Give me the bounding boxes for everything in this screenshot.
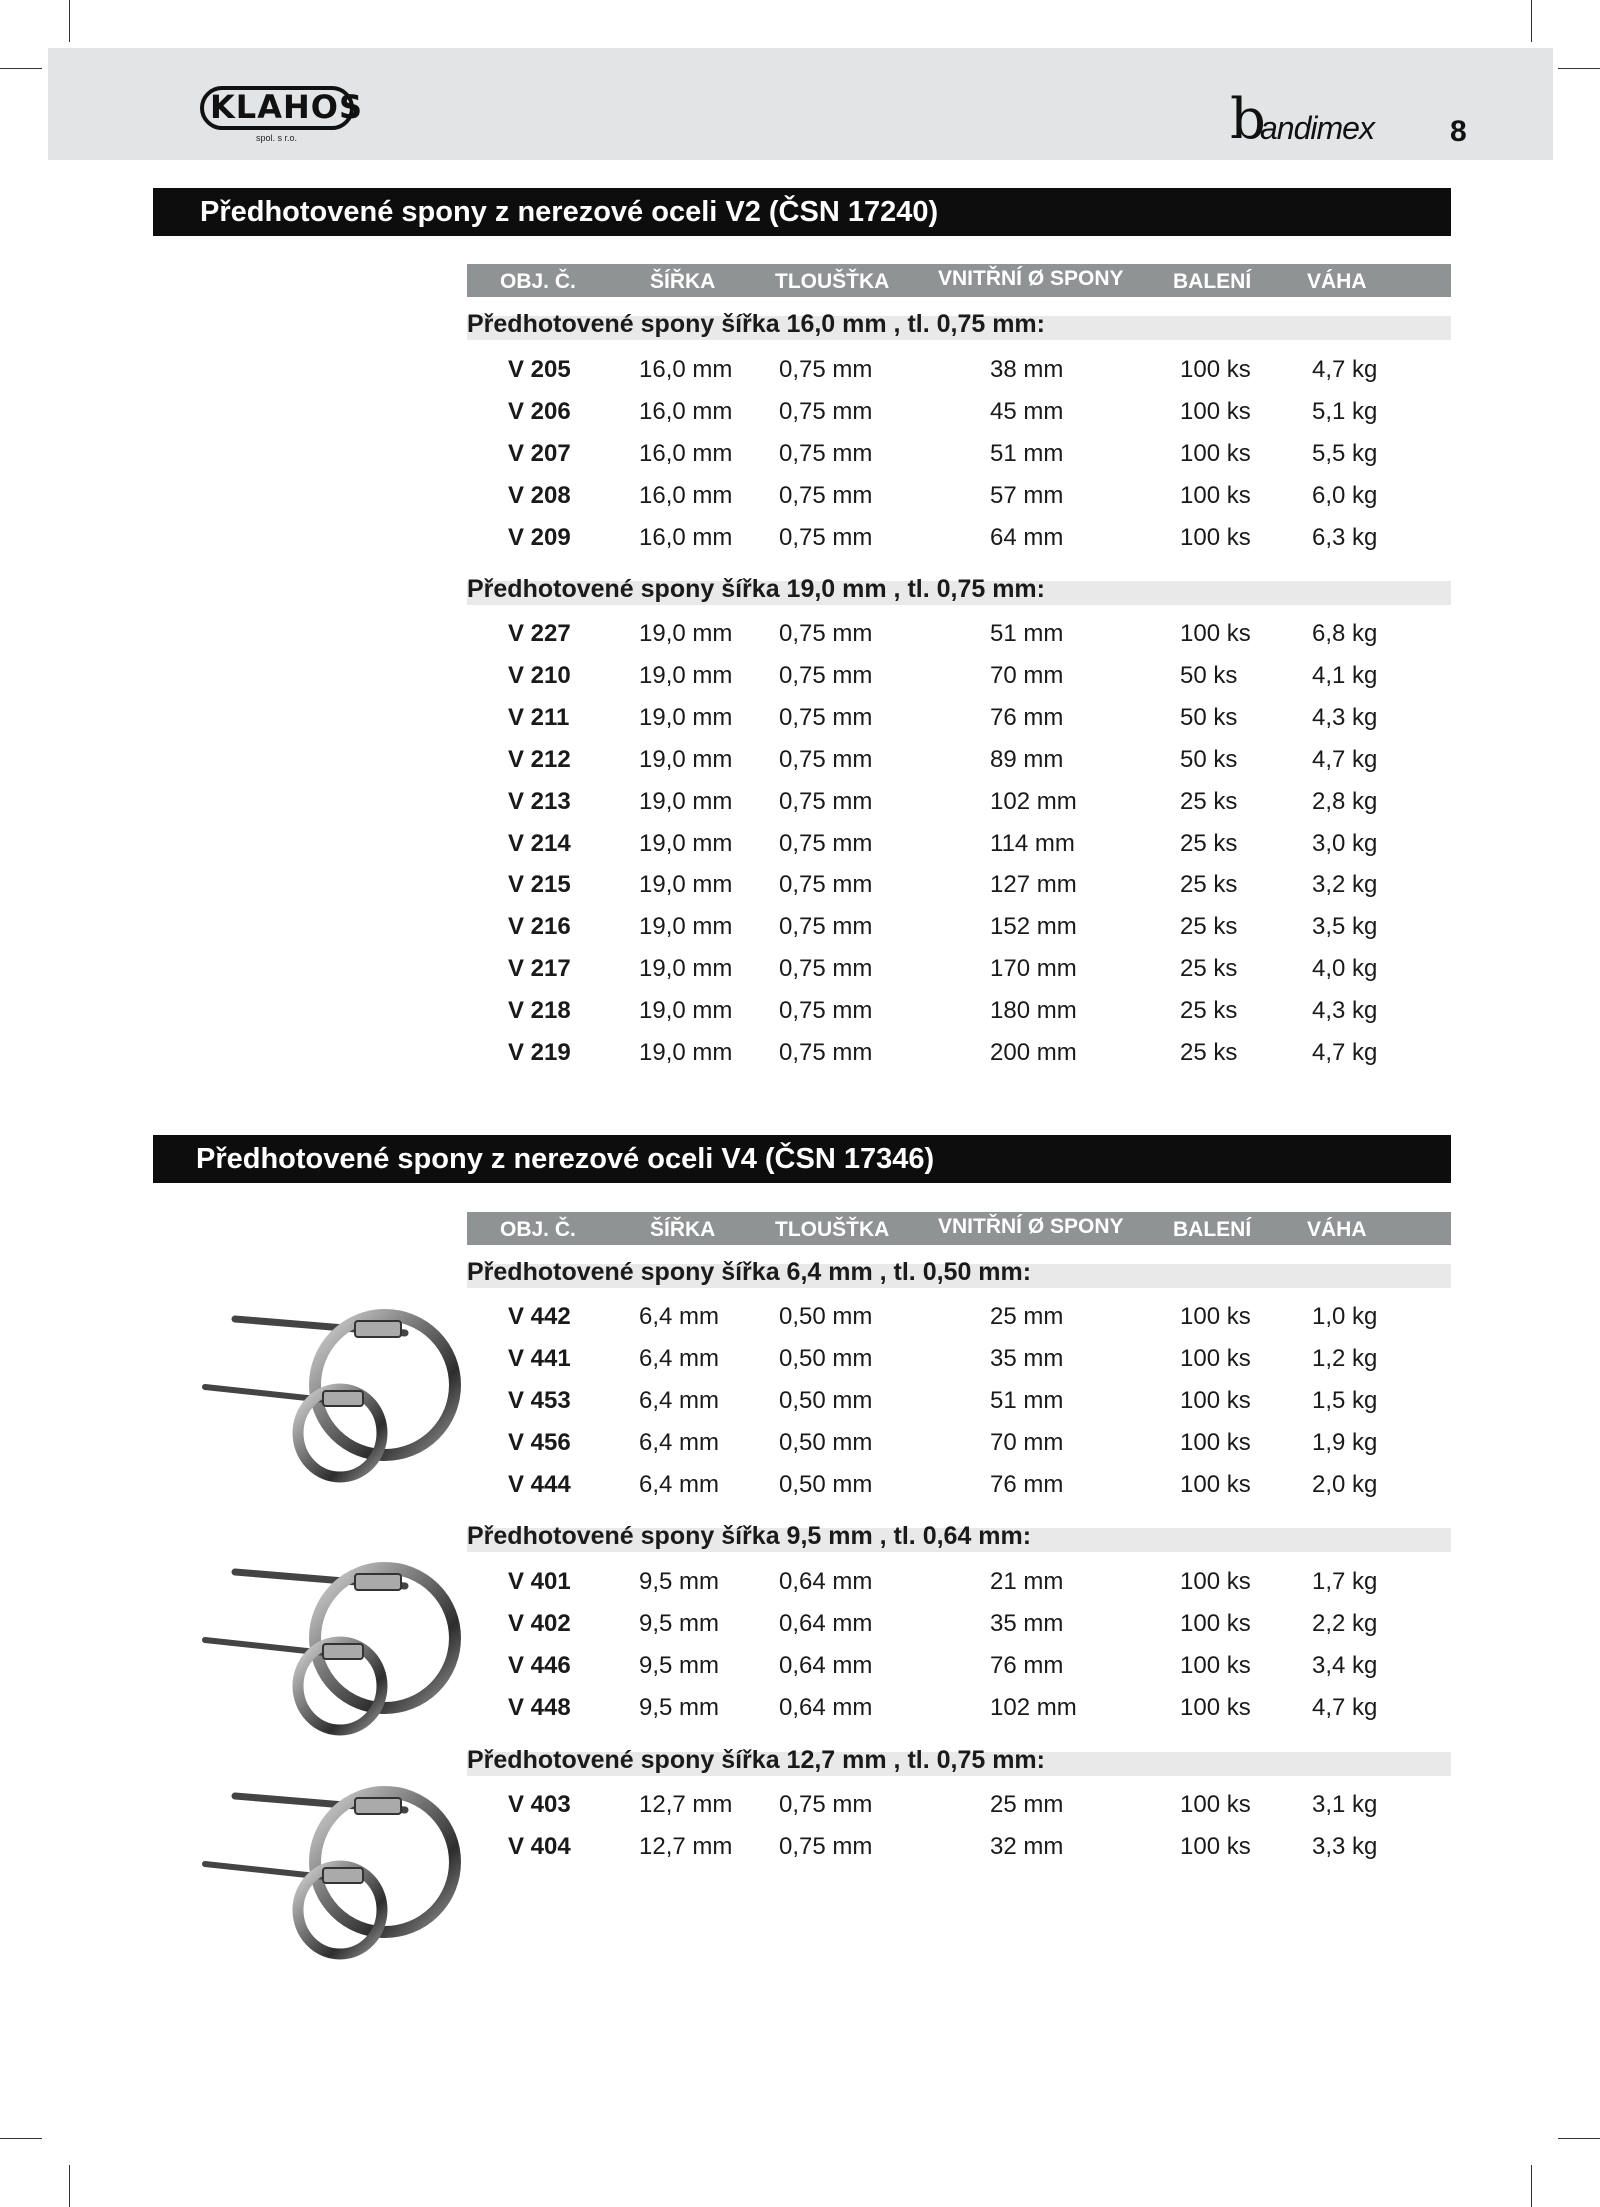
cell-package: 25 ks bbox=[1180, 997, 1238, 1025]
cell-package: 100 ks bbox=[1180, 1568, 1251, 1595]
cell-width: 16,0 mm bbox=[639, 356, 733, 383]
cell-weight: 5,1 kg bbox=[1312, 397, 1378, 425]
cell-weight: 1,9 kg bbox=[1312, 1428, 1378, 1456]
cell-inner-diameter: 32 mm bbox=[990, 1832, 1064, 1860]
group-title-text: Předhotovené spony šířka 19,0 mm , tl. 0,75 mm: bbox=[467, 575, 1045, 603]
cell-weight: 2,2 kg bbox=[1312, 1609, 1378, 1637]
cell-weight: 3,5 kg bbox=[1312, 913, 1378, 941]
bandimex-logo bbox=[1230, 87, 1410, 152]
cell-thickness: 0,75 mm bbox=[779, 829, 873, 857]
cell-width: 9,5 mm bbox=[639, 1693, 720, 1721]
cell-thickness: 0,75 mm bbox=[779, 1039, 873, 1066]
table-row bbox=[467, 440, 1451, 480]
cell-width: 16,0 mm bbox=[639, 481, 733, 509]
table-row bbox=[467, 997, 1451, 1037]
cell-inner-diameter: 127 mm bbox=[990, 871, 1077, 899]
cell-inner-diameter: 35 mm bbox=[990, 1344, 1064, 1372]
cell-code: V 206 bbox=[508, 397, 571, 425]
cell-weight: 1,5 kg bbox=[1312, 1386, 1378, 1414]
cell-inner-diameter: 25 mm bbox=[990, 1303, 1064, 1330]
crop-mark bbox=[1531, 2165, 1532, 2207]
cell-thickness: 0,50 mm bbox=[779, 1470, 873, 1498]
cell-inner-diameter: 152 mm bbox=[990, 913, 1077, 941]
cell-package: 100 ks bbox=[1180, 1832, 1251, 1860]
cell-code: V 219 bbox=[508, 1039, 571, 1066]
table-row bbox=[467, 1345, 1451, 1385]
column-header-row bbox=[467, 264, 1451, 297]
page-number: 8 bbox=[1450, 115, 1467, 148]
table-row bbox=[467, 482, 1451, 522]
cell-inner-diameter: 25 mm bbox=[990, 1791, 1064, 1818]
cell-code: V 446 bbox=[508, 1651, 571, 1679]
cell-weight: 4,7 kg bbox=[1312, 1693, 1378, 1721]
cell-inner-diameter: 70 mm bbox=[990, 1428, 1064, 1456]
cell-inner-diameter: 180 mm bbox=[990, 997, 1077, 1025]
cell-inner-diameter: 45 mm bbox=[990, 397, 1064, 425]
cell-code: V 215 bbox=[508, 871, 571, 899]
table-row bbox=[467, 955, 1451, 995]
column-header-package: BALENÍ bbox=[1173, 270, 1252, 293]
cell-thickness: 0,75 mm bbox=[779, 439, 873, 467]
cell-thickness: 0,75 mm bbox=[779, 871, 873, 899]
cell-thickness: 0,75 mm bbox=[779, 955, 873, 983]
cell-inner-diameter: 21 mm bbox=[990, 1568, 1064, 1595]
cell-weight: 3,3 kg bbox=[1312, 1832, 1378, 1860]
cell-package: 100 ks bbox=[1180, 1791, 1251, 1818]
column-header-code: OBJ. Č. bbox=[500, 1218, 576, 1241]
cell-width: 19,0 mm bbox=[639, 829, 733, 857]
cell-weight: 3,1 kg bbox=[1312, 1791, 1378, 1818]
table-row bbox=[467, 704, 1451, 744]
group-title-text: Předhotovené spony šířka 6,4 mm , tl. 0,50 mm: bbox=[467, 1258, 1032, 1286]
cell-weight: 3,4 kg bbox=[1312, 1651, 1378, 1679]
table-row bbox=[467, 620, 1451, 660]
cell-weight: 2,0 kg bbox=[1312, 1470, 1378, 1498]
group-title bbox=[467, 1258, 1451, 1288]
cell-inner-diameter: 57 mm bbox=[990, 481, 1064, 509]
cell-weight: 2,8 kg bbox=[1312, 787, 1378, 815]
cell-package: 100 ks bbox=[1180, 1344, 1251, 1372]
group-title-text: Předhotovené spony šířka 16,0 mm , tl. 0,75 mm: bbox=[467, 310, 1045, 338]
cell-weight: 4,3 kg bbox=[1312, 997, 1378, 1025]
cell-code: V 453 bbox=[508, 1386, 571, 1414]
cell-thickness: 0,75 mm bbox=[779, 523, 873, 551]
cell-code: V 205 bbox=[508, 356, 571, 383]
cell-thickness: 0,64 mm bbox=[779, 1693, 873, 1721]
cell-thickness: 0,50 mm bbox=[779, 1303, 873, 1330]
cell-width: 6,4 mm bbox=[639, 1428, 720, 1456]
cell-package: 100 ks bbox=[1180, 1470, 1251, 1498]
cell-thickness: 0,64 mm bbox=[779, 1568, 873, 1595]
bandimex-logo-text: andimex bbox=[1260, 110, 1374, 146]
cell-thickness: 0,75 mm bbox=[779, 787, 873, 815]
crop-mark bbox=[0, 68, 42, 69]
cell-code: V 211 bbox=[508, 703, 570, 731]
cell-inner-diameter: 76 mm bbox=[990, 703, 1064, 731]
cell-inner-diameter: 64 mm bbox=[990, 523, 1064, 551]
cell-width: 6,4 mm bbox=[639, 1386, 720, 1414]
column-header-width: ŠÍŘKA bbox=[650, 1218, 716, 1241]
cell-code: V 444 bbox=[508, 1470, 571, 1498]
cell-width: 19,0 mm bbox=[639, 1039, 733, 1066]
cell-code: V 212 bbox=[508, 745, 571, 773]
cell-thickness: 0,75 mm bbox=[779, 1832, 873, 1860]
cell-package: 25 ks bbox=[1180, 913, 1238, 941]
crop-mark bbox=[69, 2165, 70, 2207]
klahos-logo-subtitle: spol. s r.o. bbox=[256, 133, 298, 143]
cell-package: 100 ks bbox=[1180, 1386, 1251, 1414]
cell-package: 100 ks bbox=[1180, 397, 1251, 425]
table-row bbox=[467, 1471, 1451, 1511]
column-header-thickness: TLOUŠŤKA bbox=[775, 1218, 890, 1241]
cell-code: V 441 bbox=[508, 1344, 571, 1372]
cell-package: 100 ks bbox=[1180, 481, 1251, 509]
cell-code: V 448 bbox=[508, 1693, 571, 1721]
section-title: Předhotovené spony z nerezové oceli V4 (ČSN 17346) bbox=[153, 1135, 1451, 1183]
cell-thickness: 0,75 mm bbox=[779, 661, 873, 689]
cell-weight: 4,0 kg bbox=[1312, 955, 1378, 983]
cell-package: 50 ks bbox=[1180, 661, 1238, 689]
cell-package: 25 ks bbox=[1180, 955, 1238, 983]
group-title bbox=[467, 575, 1451, 605]
crop-mark bbox=[69, 0, 70, 42]
cell-thickness: 0,64 mm bbox=[779, 1651, 873, 1679]
cell-code: V 402 bbox=[508, 1609, 571, 1637]
cell-package: 100 ks bbox=[1180, 523, 1251, 551]
table-row bbox=[467, 1429, 1451, 1469]
cell-package: 25 ks bbox=[1180, 787, 1238, 815]
cell-thickness: 0,75 mm bbox=[779, 397, 873, 425]
cell-width: 19,0 mm bbox=[639, 661, 733, 689]
cell-width: 9,5 mm bbox=[639, 1609, 720, 1637]
bandimex-logo-mark: b bbox=[1230, 87, 1266, 152]
table-row bbox=[467, 356, 1451, 396]
cell-package: 50 ks bbox=[1180, 745, 1238, 773]
cell-weight: 1,7 kg bbox=[1312, 1568, 1378, 1595]
cell-code: V 217 bbox=[508, 955, 571, 983]
column-header-inner-diameter: VNITŘNÍ Ø SPONY bbox=[938, 1215, 1124, 1238]
cell-width: 6,4 mm bbox=[639, 1303, 720, 1330]
crop-mark bbox=[1531, 0, 1532, 42]
table-row bbox=[467, 913, 1451, 953]
table-row bbox=[467, 1610, 1451, 1650]
cell-code: V 216 bbox=[508, 913, 571, 941]
cell-code: V 207 bbox=[508, 439, 571, 467]
cell-package: 100 ks bbox=[1180, 620, 1251, 647]
cell-weight: 1,2 kg bbox=[1312, 1344, 1378, 1372]
table-row bbox=[467, 1791, 1451, 1831]
cell-inner-diameter: 200 mm bbox=[990, 1039, 1077, 1066]
column-header-package: BALENÍ bbox=[1173, 1218, 1252, 1241]
column-header-inner-diameter: VNITŘNÍ Ø SPONY bbox=[938, 267, 1124, 290]
cell-inner-diameter: 35 mm bbox=[990, 1609, 1064, 1637]
cell-package: 100 ks bbox=[1180, 1428, 1251, 1456]
group-title bbox=[467, 1522, 1451, 1552]
cell-weight: 3,0 kg bbox=[1312, 829, 1378, 857]
cell-package: 25 ks bbox=[1180, 829, 1238, 857]
cell-thickness: 0,75 mm bbox=[779, 481, 873, 509]
cell-package: 50 ks bbox=[1180, 703, 1238, 731]
steel-band-clamp-icon bbox=[195, 1305, 475, 1495]
cell-inner-diameter: 51 mm bbox=[990, 439, 1064, 467]
cell-code: V 208 bbox=[508, 481, 571, 509]
cell-weight: 6,3 kg bbox=[1312, 523, 1378, 551]
cell-code: V 404 bbox=[508, 1832, 571, 1860]
cell-width: 12,7 mm bbox=[639, 1832, 733, 1860]
table-row bbox=[467, 788, 1451, 828]
cell-width: 6,4 mm bbox=[639, 1344, 720, 1372]
cell-package: 100 ks bbox=[1180, 1303, 1251, 1330]
cell-code: V 456 bbox=[508, 1428, 571, 1456]
cell-weight: 6,0 kg bbox=[1312, 481, 1378, 509]
cell-weight: 3,2 kg bbox=[1312, 871, 1378, 899]
table-row bbox=[467, 871, 1451, 911]
cell-inner-diameter: 76 mm bbox=[990, 1651, 1064, 1679]
cell-inner-diameter: 114 mm bbox=[990, 829, 1075, 857]
cell-code: V 403 bbox=[508, 1791, 571, 1818]
table-row bbox=[467, 1694, 1451, 1734]
cell-width: 6,4 mm bbox=[639, 1470, 720, 1498]
cell-width: 12,7 mm bbox=[639, 1791, 733, 1818]
group-title-text: Předhotovené spony šířka 9,5 mm , tl. 0,64 mm: bbox=[467, 1522, 1032, 1550]
cell-width: 16,0 mm bbox=[639, 523, 733, 551]
cell-inner-diameter: 76 mm bbox=[990, 1470, 1064, 1498]
cell-weight: 4,1 kg bbox=[1312, 661, 1378, 689]
cell-weight: 4,7 kg bbox=[1312, 356, 1378, 383]
cell-thickness: 0,75 mm bbox=[779, 913, 873, 941]
section-title: Předhotovené spony z nerezové oceli V2 (ČSN 17240) bbox=[153, 188, 1451, 236]
column-header-weight: VÁHA bbox=[1307, 1218, 1367, 1241]
cell-width: 19,0 mm bbox=[639, 703, 733, 731]
cell-code: V 401 bbox=[508, 1568, 571, 1595]
cell-inner-diameter: 51 mm bbox=[990, 620, 1064, 647]
cell-inner-diameter: 38 mm bbox=[990, 356, 1064, 383]
column-header-thickness: TLOUŠŤKA bbox=[775, 270, 890, 293]
cell-weight: 1,0 kg bbox=[1312, 1303, 1378, 1330]
group-title-text: Předhotovené spony šířka 12,7 mm , tl. 0,75 mm: bbox=[467, 1746, 1045, 1774]
cell-package: 100 ks bbox=[1180, 439, 1251, 467]
cell-thickness: 0,50 mm bbox=[779, 1428, 873, 1456]
cell-width: 19,0 mm bbox=[639, 745, 733, 773]
cell-inner-diameter: 102 mm bbox=[990, 1693, 1077, 1721]
table-row bbox=[467, 662, 1451, 702]
group-title bbox=[467, 310, 1451, 340]
column-header-width: ŠÍŘKA bbox=[650, 270, 716, 293]
cell-width: 19,0 mm bbox=[639, 997, 733, 1025]
cell-package: 100 ks bbox=[1180, 1609, 1251, 1637]
table-row bbox=[467, 398, 1451, 438]
cell-code: V 227 bbox=[508, 620, 571, 647]
cell-code: V 442 bbox=[508, 1303, 571, 1330]
cell-width: 19,0 mm bbox=[639, 913, 733, 941]
cell-code: V 209 bbox=[508, 523, 571, 551]
cell-width: 19,0 mm bbox=[639, 787, 733, 815]
cell-thickness: 0,50 mm bbox=[779, 1386, 873, 1414]
crop-mark bbox=[0, 2138, 42, 2139]
cell-weight: 4,3 kg bbox=[1312, 703, 1378, 731]
table-row bbox=[467, 1652, 1451, 1692]
cell-thickness: 0,75 mm bbox=[779, 703, 873, 731]
cell-width: 19,0 mm bbox=[639, 871, 733, 899]
cell-thickness: 0,75 mm bbox=[779, 356, 873, 383]
cell-inner-diameter: 89 mm bbox=[990, 745, 1064, 773]
cell-package: 100 ks bbox=[1180, 356, 1251, 383]
table-row bbox=[467, 1039, 1451, 1079]
cell-thickness: 0,64 mm bbox=[779, 1609, 873, 1637]
cell-inner-diameter: 102 mm bbox=[990, 787, 1077, 815]
cell-thickness: 0,75 mm bbox=[779, 1791, 873, 1818]
cell-thickness: 0,50 mm bbox=[779, 1344, 873, 1372]
cell-weight: 4,7 kg bbox=[1312, 745, 1378, 773]
cell-weight: 4,7 kg bbox=[1312, 1039, 1378, 1066]
steel-band-clamp-icon bbox=[195, 1558, 475, 1748]
cell-inner-diameter: 170 mm bbox=[990, 955, 1077, 983]
column-header-weight: VÁHA bbox=[1307, 270, 1367, 293]
cell-code: V 210 bbox=[508, 661, 571, 689]
cell-weight: 6,8 kg bbox=[1312, 620, 1378, 647]
steel-band-clamp-icon bbox=[195, 1782, 475, 1972]
table-row bbox=[467, 746, 1451, 786]
cell-package: 25 ks bbox=[1180, 871, 1238, 899]
crop-mark bbox=[1558, 68, 1600, 69]
klahos-logo-text: KLAHOS bbox=[210, 88, 363, 126]
table-row bbox=[467, 1387, 1451, 1427]
cell-package: 100 ks bbox=[1180, 1651, 1251, 1679]
crop-mark bbox=[1558, 2138, 1600, 2139]
group-title bbox=[467, 1746, 1451, 1776]
cell-thickness: 0,75 mm bbox=[779, 745, 873, 773]
cell-code: V 218 bbox=[508, 997, 571, 1025]
cell-thickness: 0,75 mm bbox=[779, 620, 873, 647]
cell-width: 19,0 mm bbox=[639, 620, 733, 647]
cell-package: 100 ks bbox=[1180, 1693, 1251, 1721]
table-row bbox=[467, 524, 1451, 564]
klahos-logo bbox=[200, 86, 363, 143]
cell-inner-diameter: 70 mm bbox=[990, 661, 1064, 689]
cell-width: 16,0 mm bbox=[639, 439, 733, 467]
cell-code: V 214 bbox=[508, 829, 571, 857]
cell-width: 16,0 mm bbox=[639, 397, 733, 425]
cell-width: 9,5 mm bbox=[639, 1568, 720, 1595]
table-row bbox=[467, 830, 1451, 870]
table-row bbox=[467, 1568, 1451, 1608]
cell-code: V 213 bbox=[508, 787, 571, 815]
cell-width: 9,5 mm bbox=[639, 1651, 720, 1679]
cell-package: 25 ks bbox=[1180, 1039, 1238, 1066]
table-row bbox=[467, 1833, 1451, 1873]
column-header-row bbox=[467, 1212, 1451, 1245]
cell-weight: 5,5 kg bbox=[1312, 439, 1378, 467]
cell-width: 19,0 mm bbox=[639, 955, 733, 983]
cell-inner-diameter: 51 mm bbox=[990, 1386, 1064, 1414]
cell-thickness: 0,75 mm bbox=[779, 997, 873, 1025]
table-row bbox=[467, 1303, 1451, 1343]
column-header-code: OBJ. Č. bbox=[500, 270, 576, 293]
